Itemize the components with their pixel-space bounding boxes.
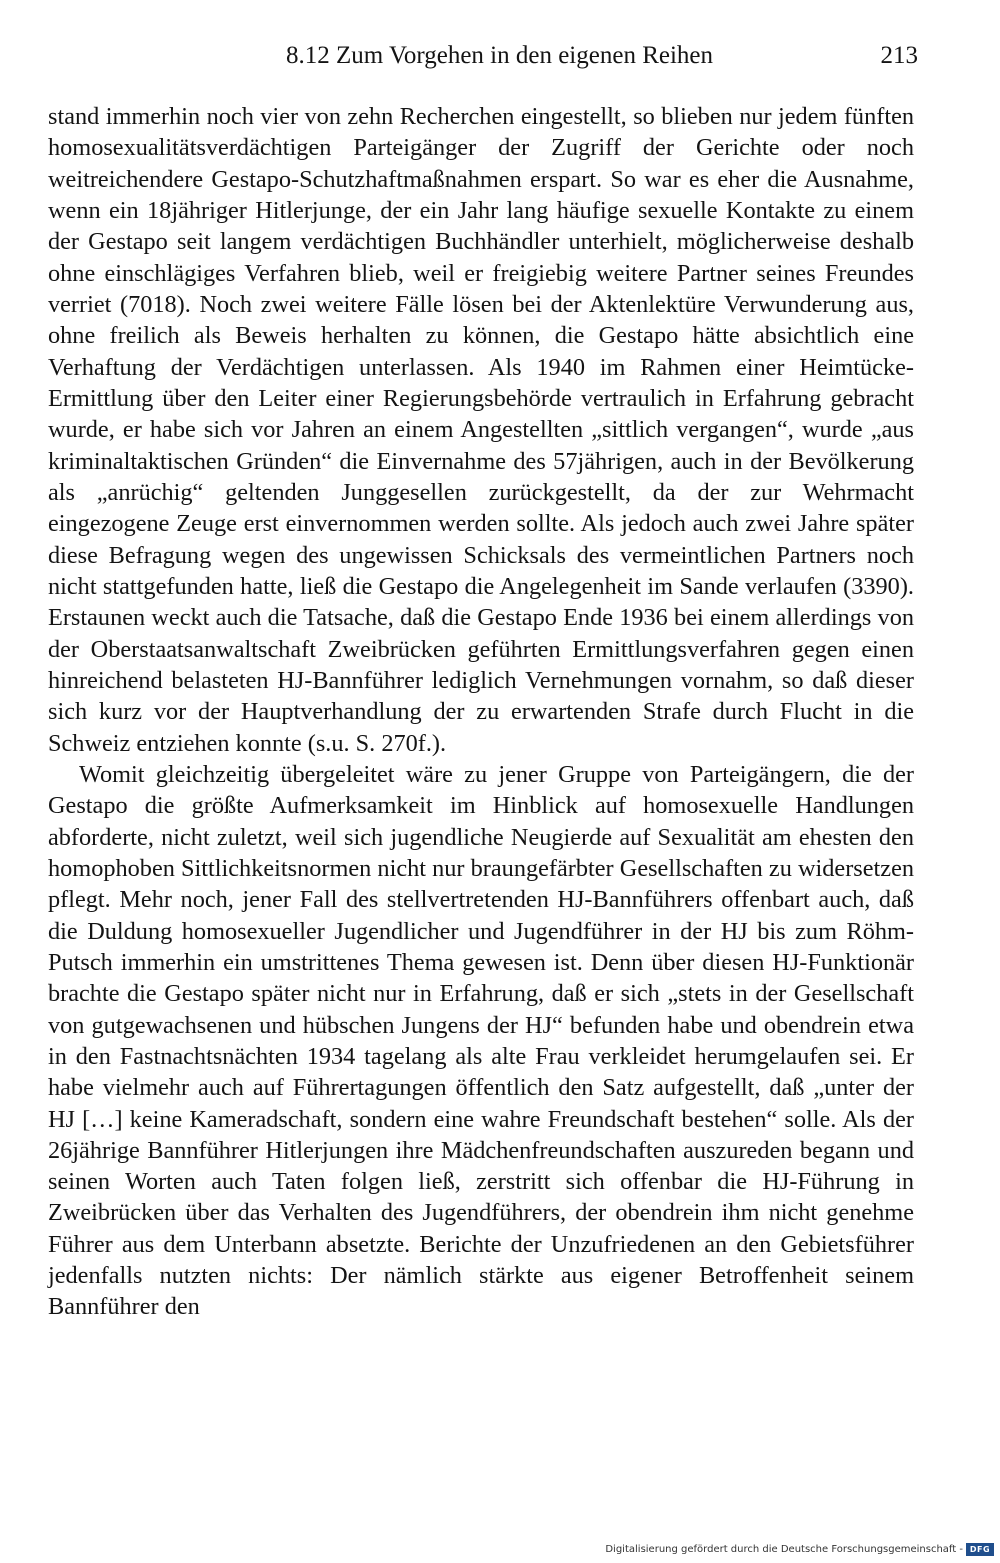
- dfg-logo: DFG: [966, 1543, 994, 1556]
- body-text: [48, 101, 914, 1323]
- running-head: [48, 38, 918, 78]
- page-number: 213: [880, 42, 918, 69]
- paragraph: stand immerhin noch vier von zehn Recherchen eingestellt, so blieben nur jedem fünften homosexualitätsverdächtigen Parteigänger der Zugriff der Gerichte oder noch weitreichendere Gestapo-Schutzhaftmaßnahmen erspart. So war es eher die Ausnahme, wenn ein 18jähriger Hitlerjunge, der ein Jahr lang häufige sexuelle Kontakte zu einem der Gestapo seit langem verdächtigen Buchhändler unterhielt, möglicherweise deshalb ohne einschlägiges Verfahren blieb, weil er freigiebig weitere Partner seines Freundes verriet (7018). Noch zwei weitere Fälle lösen bei der Aktenlektüre Verwunderung aus, ohne freilich als Beweis herhalten zu können, die Gestapo hätte absichtlich eine Verhaftung der Verdächtigen unterlassen. Als 1940 im Rahmen einer Heimtücke-Ermittlung über den Leiter einer Regierungsbehörde vertraulich in Erfahrung gebracht wurde, er habe sich vor Jahren an einem Angestellten „sittlich vergangen“, wurde „aus kriminaltaktischen Gründen“ die Einvernahme des 57jährigen, auch in der Bevölkerung als „anrüchig“ geltenden Junggesellen zurückgestellt, da der zur Wehrmacht eingezogene Zeuge erst einvernommen werden sollte. Als jedoch auch zwei Jahre später diese Befragung wegen des ungewissen Schicksals des vermeintlichen Partners noch nicht stattgefunden hatte, ließ die Gestapo die Angelegenheit im Sande verlaufen (3390). Erstaunen weckt auch die Tatsache, daß die Gestapo Ende 1936 bei einem allerdings von der Oberstaatsanwaltschaft Zweibrücken geführten Ermittlungsverfahren gegen einen hinreichend belasteten HJ-Bannführer lediglich Vernehmungen vornahm, so daß dieser sich kurz vor der Hauptverhandlung der zu erwartenden Strafe durch Flucht in die Schweiz entziehen konnte (s.u. S. 270f.).: [48, 103, 914, 757]
- running-title: 8.12 Zum Vorgehen in den eigenen Reihen: [286, 42, 714, 69]
- digitization-note: Digitalisierung gefördert durch die Deutsche Forschungsgemeinschaft -: [605, 1543, 963, 1555]
- digitization-footer: [605, 1539, 994, 1559]
- paragraph: Womit gleichzeitig übergeleitet wäre zu jener Gruppe von Parteigängern, die der Gestapo die größte Aufmerksamkeit im Hinblick auf homosexuelle Handlungen abforderte, nicht zuletzt, weil sich jugendliche Neugierde auf Sexualität am ehesten den homophoben Sittlichkeitsnormen nicht nur braungefärbter Gesellschaften zu widersetzen pflegt. Mehr noch, jener Fall des stellvertretenden HJ-Bannführers offenbart auch, daß die Duldung homosexueller Jugendlicher und Jugendführer in der HJ bis zum Röhm-Putsch immerhin ein umstrittenes Thema gewesen ist. Denn über diesen HJ-Funktionär brachte die Gestapo später nicht nur in Erfahrung, daß er sich „stets in der Gesellschaft von gutgewachsenen und hübschen Jungens der HJ“ befunden habe und obendrein etwa in den Fastnachtsnächten 1934 tagelang als alte Frau verkleidet herumgelaufen sei. Er habe vielmehr auch auf Führertagungen öffentlich den Satz aufgestellt, daß „unter der HJ […] keine Kameradschaft, sondern eine wahre Freundschaft bestehen“ solle. Als der 26jährige Bannführer Hitlerjungen ihre Mädchenfreundschaften auszureden begann und seinen Worten auch Taten folgen ließ, zerstritt sich offenbar die HJ-Führung in Zweibrücken über das Verhalten des Jugendführers, der obendrein ihm nicht genehme Führer aus dem Unterbann absetzte. Berichte der Unzufriedenen an den Gebietsführer jedenfalls nutzten nichts: Der nämlich stärkte aus eigener Betroffenheit seinem Bannführer den: [48, 760, 914, 1321]
